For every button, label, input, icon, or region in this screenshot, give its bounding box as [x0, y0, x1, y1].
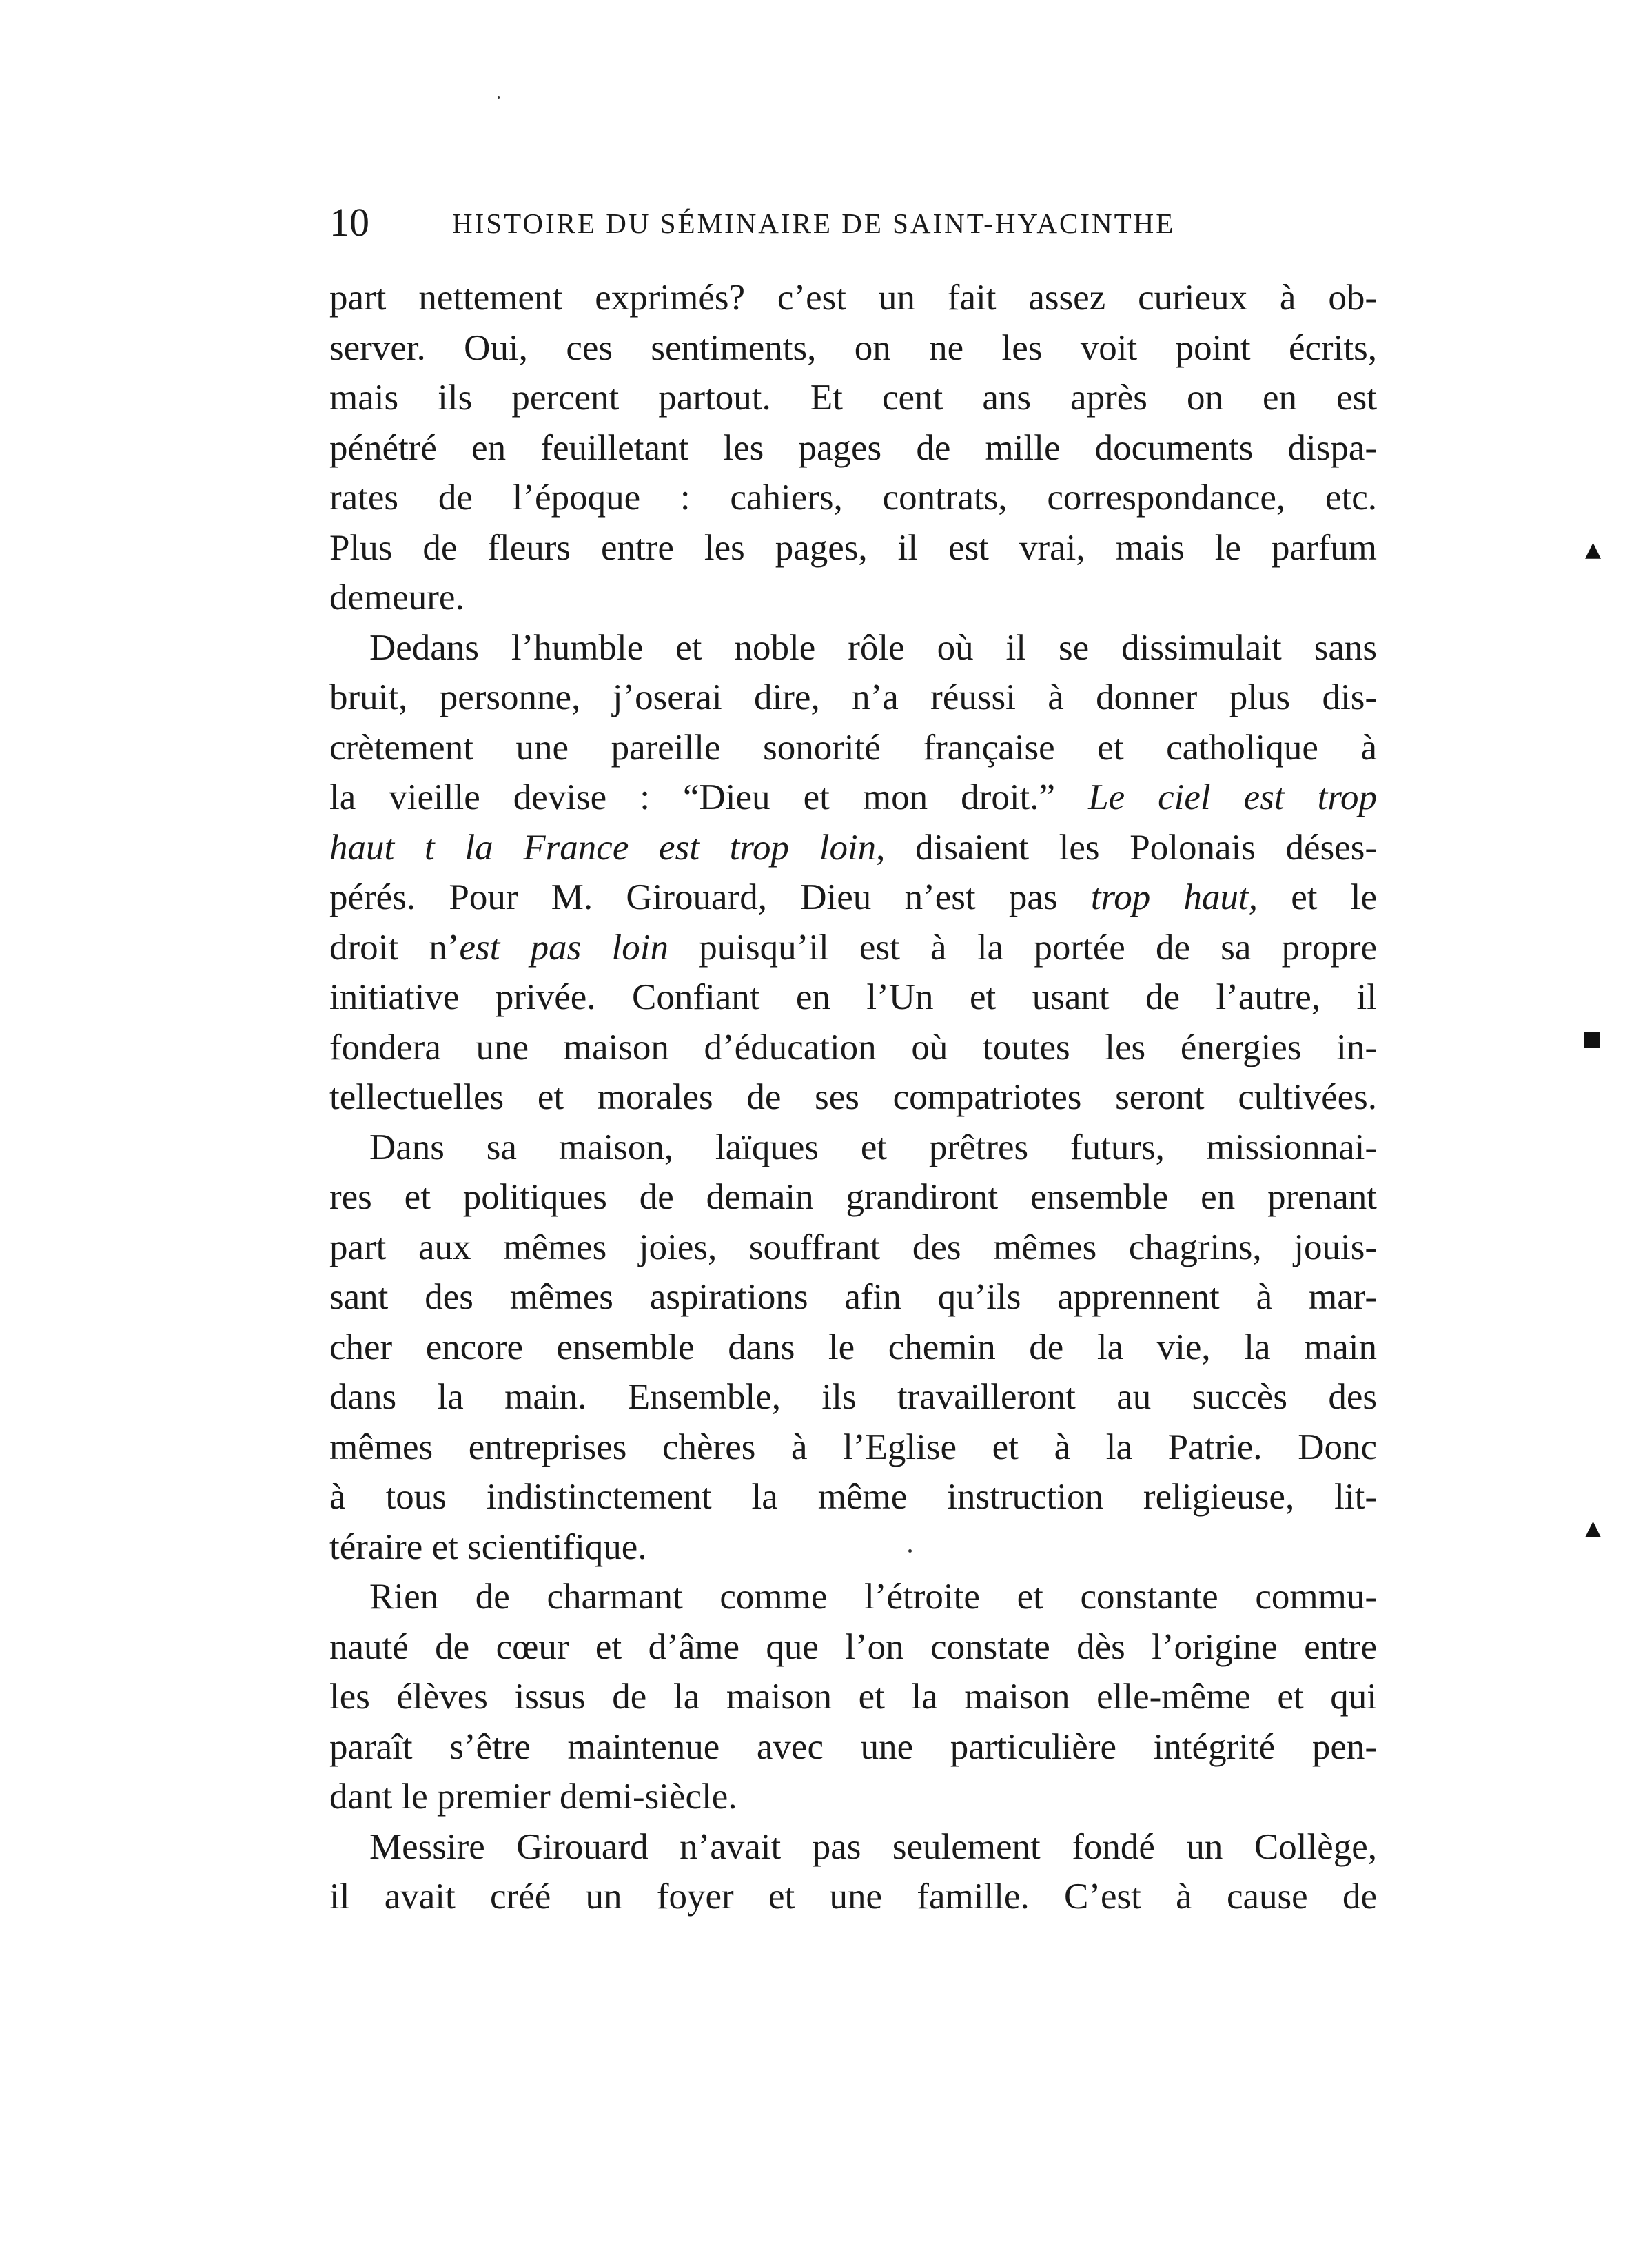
- text-line: dans la main. Ensemble, ils travailleront au succès des: [329, 1377, 1377, 1417]
- text-line: fondera une maison d’éducation où toutes les énergies in-: [329, 1027, 1377, 1067]
- text-line: crètement une pareille sonorité française et catholique à: [329, 727, 1377, 768]
- text-line: Plus de fleurs entre les pages, il est vrai, mais le parfum: [329, 527, 1377, 568]
- text-line: téraire et scientifique.: [329, 1526, 647, 1567]
- text-line: les élèves issus de la maison et la maison elle-même et qui: [329, 1677, 1377, 1717]
- text-line: à tous indistinctement la même instruction religieuse, lit-: [329, 1477, 1377, 1517]
- scan-speck-mark: ▲: [1585, 1516, 1602, 1540]
- text-line: haut t la France est trop loin, disaient les Polonais déses-: [329, 827, 1377, 868]
- italic-phrase: trop haut,: [1090, 877, 1258, 917]
- text-line: droit n’est pas loin puisqu’il est à la portée de sa propre: [329, 927, 1377, 968]
- scan-speck-dot: [498, 96, 500, 99]
- text-line: rates de l’époque : cahiers, contrats, correspondance, etc.: [329, 478, 1377, 518]
- italic-phrase: est pas loin: [459, 927, 668, 968]
- text-line: initiative privée. Confiant en l’Un et usant de l’autre, il: [329, 977, 1377, 1017]
- body-text: [329, 273, 1377, 1922]
- text-line: pénétré en feuilletant les pages de mille documents dispa-: [329, 427, 1377, 468]
- text-line: la vieille devise : “Dieu et mon droit.” Le ciel est trop: [329, 777, 1377, 817]
- text-line: dant le premier demi-siècle.: [329, 1777, 737, 1817]
- text-line: nauté de cœur et d’âme que l’on constate dès l’origine entre: [329, 1626, 1377, 1667]
- scan-speck-dot: [908, 1549, 912, 1553]
- paragraph-start-line: Messire Girouard n’avait pas seulement fondé un Collège,: [369, 1826, 1377, 1867]
- italic-phrase: Le ciel est trop: [1088, 777, 1377, 817]
- running-title: HISTOIRE DU SÉMINAIRE DE SAINT-HYACINTHE: [452, 207, 1176, 239]
- text-line: pérés. Pour M. Girouard, Dieu n’est pas trop haut, et le: [329, 877, 1377, 917]
- italic-phrase: haut t la France est trop loin: [329, 827, 877, 868]
- text-line: bruit, personne, j’oserai dire, n’a réussi à donner plus dis-: [329, 677, 1377, 717]
- scan-speck-mark: ▲: [1585, 538, 1602, 562]
- text-line: server. Oui, ces sentiments, on ne les voit point écrits,: [329, 327, 1377, 368]
- text-line: paraît s’être maintenue avec une particulière intégrité pen-: [329, 1726, 1377, 1767]
- paragraph-start-line: Dans sa maison, laïques et prêtres futurs, missionnai-: [369, 1127, 1377, 1167]
- text-line: cher encore ensemble dans le chemin de la vie, la main: [329, 1327, 1377, 1367]
- text-line: tellectuelles et morales de ses compatriotes seront cultivées.: [329, 1077, 1377, 1117]
- text-line: sant des mêmes aspirations afin qu’ils apprennent à mar-: [329, 1277, 1377, 1317]
- paragraph-start-line: Dedans l’humble et noble rôle où il se dissimulait sans: [369, 627, 1377, 668]
- text-line: demeure.: [329, 578, 464, 617]
- paragraph-start-line: Rien de charmant comme l’étroite et constante commu-: [369, 1577, 1377, 1617]
- text-line: il avait créé un foyer et une famille. C’est à cause de: [329, 1877, 1377, 1917]
- text-line: part nettement exprimés? c’est un fait assez curieux à ob-: [329, 278, 1377, 318]
- running-header: [329, 198, 1377, 247]
- scan-speck-mark: ■: [1582, 1027, 1602, 1051]
- text-line: mêmes entreprises chères à l’Eglise et à la Patrie. Donc: [329, 1427, 1377, 1467]
- text-line: mais ils percent partout. Et cent ans après on en est: [329, 378, 1377, 418]
- text-line: part aux mêmes joies, souffrant des mêmes chagrins, jouis-: [329, 1227, 1377, 1267]
- text-line: res et politiques de demain grandiront ensemble en prenant: [329, 1177, 1377, 1217]
- page-number: 10: [329, 200, 369, 245]
